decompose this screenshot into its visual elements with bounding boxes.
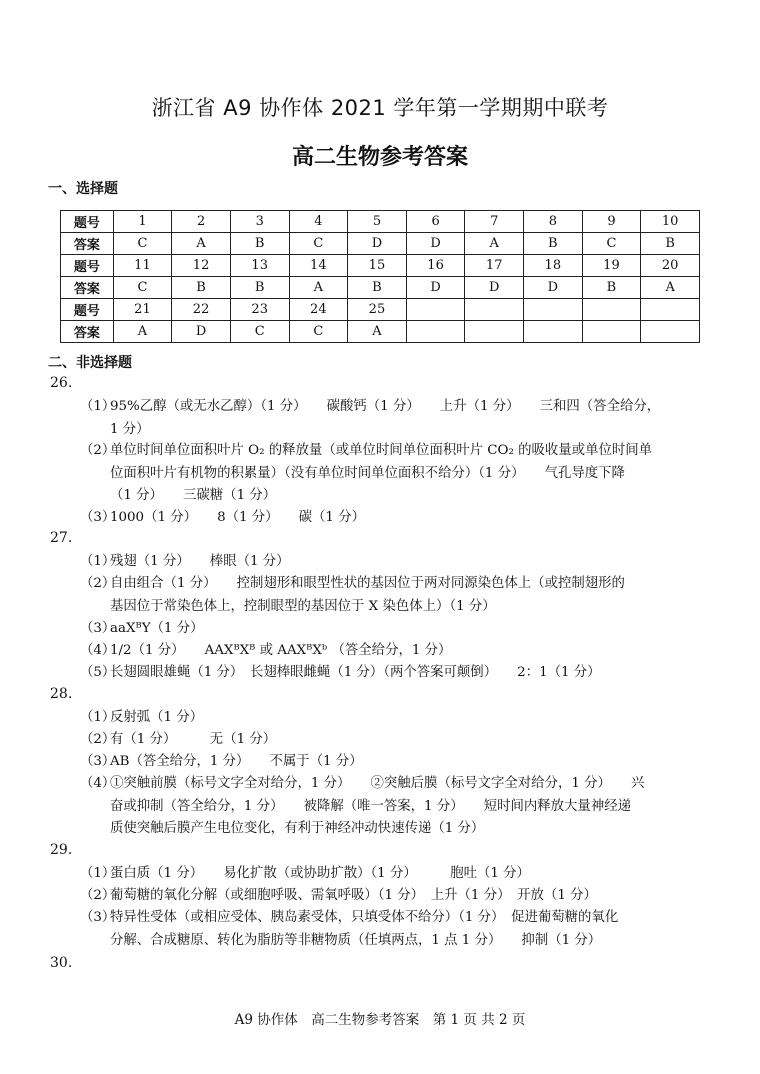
table-cell: D bbox=[348, 233, 407, 255]
table-row bbox=[61, 321, 700, 343]
table-cell: 3 bbox=[230, 211, 289, 233]
table-cell: B bbox=[172, 277, 231, 299]
question-30-number: 30. bbox=[50, 955, 73, 971]
table-cell: 14 bbox=[289, 255, 348, 277]
table-cell: 12 bbox=[172, 255, 231, 277]
page-footer: A9 协作体 高二生物参考答案 第 1 页 共 2 页 bbox=[234, 1012, 526, 1028]
table-cell bbox=[524, 321, 583, 343]
table-row bbox=[61, 277, 700, 299]
table-cell: 19 bbox=[582, 255, 641, 277]
choice-answer-table bbox=[60, 210, 700, 343]
q26-item-3: （3） 1000（1 分） 8（1 分） 碳（1 分） bbox=[80, 510, 365, 525]
table-cell: A bbox=[113, 321, 172, 343]
section-nonchoice-heading: 二、非选择题 bbox=[48, 355, 132, 371]
q28-item-2: （2） 有（1 分） 无（1 分） bbox=[80, 732, 277, 747]
table-cell: D bbox=[406, 277, 465, 299]
table-cell: B bbox=[348, 277, 407, 299]
table-cell: 13 bbox=[230, 255, 289, 277]
page-subtitle: 高二生物参考答案 bbox=[291, 145, 468, 170]
table-cell: 17 bbox=[465, 255, 524, 277]
q26-item-1: （1） 95%乙醇（或无水乙醇）（1 分） 碳酸钙（1 分） 上升（1 分） 三和四（答全给分， 1 分） bbox=[80, 399, 661, 437]
table-cell: D bbox=[172, 321, 231, 343]
q27-item-5: （5） 长翅圆眼雄蝇（1 分） 长翅棒眼雌蝇（1 分）（两个答案可颠倒） 2：1（1 分） bbox=[80, 665, 601, 680]
q27-item-1: （1） 残翅（1 分） 棒眼（1 分） bbox=[80, 554, 290, 569]
table-cell bbox=[582, 321, 641, 343]
table-cell: A bbox=[641, 277, 700, 299]
table-row-header: 题号 bbox=[61, 211, 114, 233]
table-row-header: 题号 bbox=[61, 299, 114, 321]
table-cell: 6 bbox=[406, 211, 465, 233]
section-choice-heading: 一、选择题 bbox=[48, 181, 118, 197]
table-cell bbox=[465, 321, 524, 343]
table-cell: 1 bbox=[113, 211, 172, 233]
table-cell: D bbox=[465, 277, 524, 299]
table-cell: 20 bbox=[641, 255, 700, 277]
table-row bbox=[61, 233, 700, 255]
question-29-number: 29. bbox=[50, 842, 73, 858]
table-cell: B bbox=[230, 277, 289, 299]
table-cell: 5 bbox=[348, 211, 407, 233]
table-cell: C bbox=[113, 277, 172, 299]
table-row bbox=[61, 255, 700, 277]
table-cell bbox=[406, 321, 465, 343]
table-cell bbox=[465, 299, 524, 321]
table-cell: 18 bbox=[524, 255, 583, 277]
q29-item-1: （1） 蛋白质（1 分） 易化扩散（或协助扩散）（1 分） 胞吐（1 分） bbox=[80, 866, 530, 881]
q29-item-2: （2） 葡萄糖的氧化分解（或细胞呼吸、需氧呼吸）（1 分） 上升（1 分） 开放（1 分） bbox=[80, 888, 597, 903]
table-row bbox=[61, 299, 700, 321]
q28-item-3: （3） AB（答全给分，1 分） 不属于（1 分） bbox=[80, 754, 363, 769]
table-cell bbox=[641, 299, 700, 321]
q26-item-2: （2） 单位时间单位面积叶片 O₂ 的释放量（或单位时间单位面积叶片 CO₂ 的吸收量或单位时间单 位面积叶片有机物的积累量）（没有单位时间单位面积不给分）（1 分） 气孔导度下降 （1 分） 三碳糖（1 分） bbox=[80, 443, 653, 503]
table-cell: D bbox=[524, 277, 583, 299]
table-cell: B bbox=[641, 233, 700, 255]
q27-item-2: （2） 自由组合（1 分） 控制翅形和眼型性状的基因位于两对同源染色体上（或控制翅形的 基因位于常染色体上，控制眼型的基因位于 X 染色体上）（1 分） bbox=[80, 576, 625, 614]
table-cell: B bbox=[230, 233, 289, 255]
table-cell: A bbox=[289, 277, 348, 299]
table-row-header: 题号 bbox=[61, 255, 114, 277]
table-cell bbox=[582, 299, 641, 321]
table-row-header: 答案 bbox=[61, 321, 114, 343]
table-cell: C bbox=[230, 321, 289, 343]
table-cell: 9 bbox=[582, 211, 641, 233]
table-cell: 4 bbox=[289, 211, 348, 233]
table-cell: 7 bbox=[465, 211, 524, 233]
table-cell: A bbox=[465, 233, 524, 255]
table-row-header: 答案 bbox=[61, 233, 114, 255]
table-cell: C bbox=[582, 233, 641, 255]
q28-item-4: （4） ①突触前膜（标号文字全对给分，1 分） ②突触后膜（标号文字全对给分，1 分） 兴 奋或抑制（答全给分，1 分） 被降解（唯一答案，1 分） 短时间内释放大量神经递 质使突触后膜产生电位变化，有利于神经冲动快速传递（1 分） bbox=[80, 776, 645, 836]
table-cell: 23 bbox=[230, 299, 289, 321]
table-cell bbox=[524, 299, 583, 321]
table-cell: 16 bbox=[406, 255, 465, 277]
table-cell: 15 bbox=[348, 255, 407, 277]
table-cell: B bbox=[524, 233, 583, 255]
table-cell: B bbox=[582, 277, 641, 299]
table-cell: C bbox=[113, 233, 172, 255]
table-row-header: 答案 bbox=[61, 277, 114, 299]
table-cell bbox=[641, 321, 700, 343]
table-cell bbox=[406, 299, 465, 321]
q29-item-3: （3） 特异性受体（或相应受体、胰岛素受体，只填受体不给分）（1 分） 促进葡萄糖的氧化 分解、合成糖原、转化为脂肪等非糖物质（任填两点，1 点 1 分） 抑制（1 分） bbox=[80, 910, 619, 948]
question-28-number: 28. bbox=[50, 686, 73, 702]
question-26-number: 26. bbox=[50, 375, 73, 391]
table-cell: 11 bbox=[113, 255, 172, 277]
q27-item-4: （4） 1/2（1 分） AAXᴮXᴮ 或 AAXᴮXᵇ （答全给分，1 分） bbox=[80, 643, 452, 658]
table-row bbox=[61, 211, 700, 233]
table-cell: 22 bbox=[172, 299, 231, 321]
q28-item-1: （1） 反射弧（1 分） bbox=[80, 710, 204, 725]
table-cell: A bbox=[172, 233, 231, 255]
table-cell: 8 bbox=[524, 211, 583, 233]
table-cell: 2 bbox=[172, 211, 231, 233]
question-27-number: 27. bbox=[50, 530, 73, 546]
table-cell: 10 bbox=[641, 211, 700, 233]
table-cell: 24 bbox=[289, 299, 348, 321]
table-cell: C bbox=[289, 321, 348, 343]
table-cell: 21 bbox=[113, 299, 172, 321]
table-cell: A bbox=[348, 321, 407, 343]
table-cell: 25 bbox=[348, 299, 407, 321]
table-cell: C bbox=[289, 233, 348, 255]
page-title: 浙江省 A9 协作体 2021 学年第一学期期中联考 bbox=[151, 96, 609, 120]
q27-item-3: （3） aaXᴮY（1 分） bbox=[80, 621, 204, 636]
table-cell: D bbox=[406, 233, 465, 255]
